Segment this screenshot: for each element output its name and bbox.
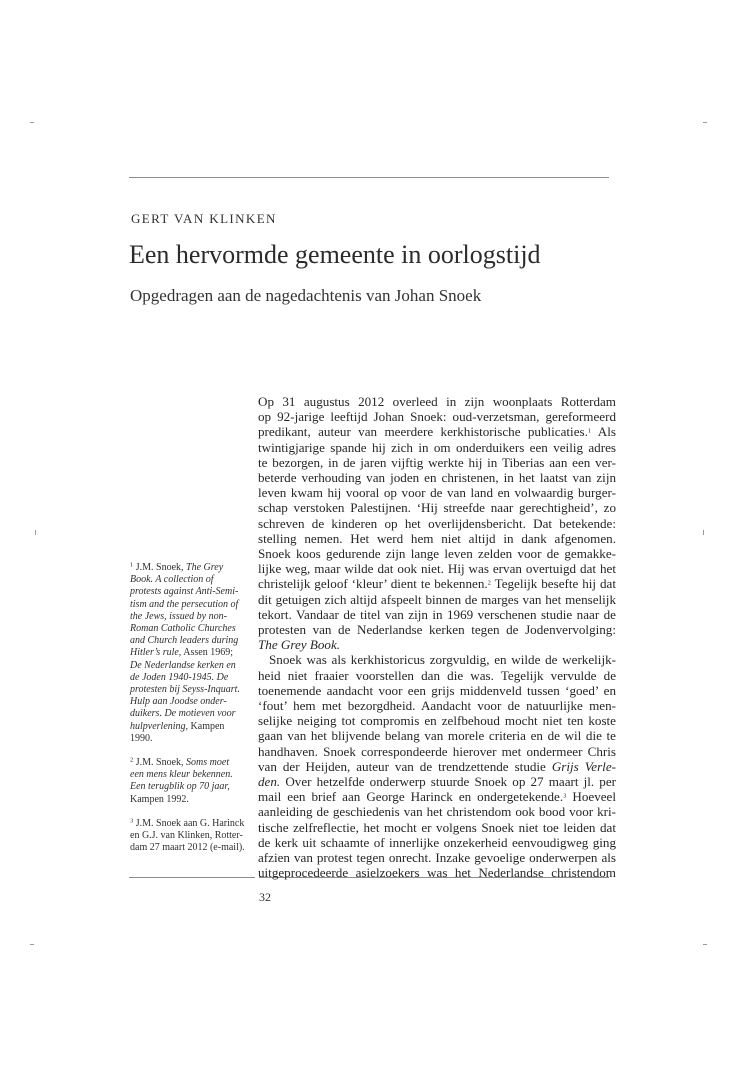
body-line: uitgeprocedeerde asielzoekers was het Nederlandse christendom — [258, 865, 616, 881]
crop-mark — [30, 944, 34, 945]
footnote-line: Book. A collection of — [130, 574, 214, 586]
body-line: beterde verhouding van joden en christenen, in het laatst van zijn — [258, 470, 616, 486]
footnote-line: De Nederlandse kerken en — [130, 659, 236, 671]
body-line: leven kwam hij vooral op voor de van land en volwaardig burger- — [258, 485, 616, 501]
body-line: stelling nemen. Het werd hem niet altijd in dank afgenomen. — [258, 530, 616, 546]
footnote-line: dam 27 maart 2012 (e-mail). — [130, 842, 245, 854]
footnote-marker: 2 — [130, 756, 134, 764]
body-line: schap verstoken Palestijnen. ‘Hij streefde naar gerechtigheid’, zo — [258, 500, 616, 516]
footnotes — [130, 562, 260, 866]
body-line: gaan van het blijvende belang van morele criteria en de wil die te — [258, 728, 616, 744]
footnote-line: $^3$ J.M. Snoek aan G. Harinck — [130, 817, 245, 829]
body-line: tekort. Vandaar de titel van zijn in 1969 verschenen studie naar de — [258, 606, 616, 622]
page-number: 32 — [259, 890, 271, 904]
footnote-line: een mens kleur bekennen. — [130, 769, 233, 781]
body-line: protesten van de Nederlandse kerken tegen de Jodenvervolging: — [258, 622, 616, 638]
footnote-bottom-rule — [129, 877, 255, 878]
body-line: afzien van protest tegen onrecht. Inzake gevoelige onderwerpen als — [258, 850, 616, 866]
footnote-line: Kampen 1992. — [130, 793, 189, 805]
footnote-line: duikers. De motieven voor — [130, 708, 236, 720]
footnote — [130, 562, 260, 745]
body-line: handhaven. Snoek correspondeerde hierover met ondermeer Chris — [258, 743, 616, 759]
crop-mark — [30, 122, 34, 123]
body-line: The Grey Book. — [258, 637, 341, 653]
crop-mark — [703, 530, 704, 535]
footnote-line: Een terugblik op 70 jaar, — [130, 781, 230, 793]
footnote-line: de Joden 1940-1945. De — [130, 671, 229, 683]
body-line: Op 31 augustus 2012 overleed in zijn woonplaats Rotterdam — [258, 394, 616, 409]
body-line: heid niet fraaier voorstellen dan die was. Tegelijk vervulde de — [258, 667, 616, 683]
footnote — [130, 818, 260, 855]
body-line: twintigjarige spande hij zich in om onderduikers een veilig adres — [258, 439, 616, 455]
article-subtitle: Opgedragen aan de nagedachtenis van Johan Snoek — [130, 286, 482, 305]
footnote-line: $^2$ J.M. Snoek, Soms moet — [130, 756, 230, 769]
body-line: op 92-jarige leeftijd Johan Snoek: oud-verzetsman, gereformeerd — [258, 409, 616, 425]
body-line: christelijk geloof ‘kleur’ dient te bekennen.$^2$ Tegelijk besefte hij dat — [258, 576, 616, 592]
body-text — [258, 394, 616, 881]
footnote-line: tism and the persecution of — [130, 598, 239, 610]
footnote-marker: 3 — [130, 817, 134, 825]
footnote-line: Hitler’s rule, Assen 1969; — [130, 647, 233, 659]
body-line: den. Over hetzelfde onderwerp stuurde Snoek op 27 maart jl. per — [258, 774, 616, 790]
footnote-line: protesten bij Seyss-Inquart. — [130, 684, 240, 696]
footnote-ref[interactable]: 3 — [563, 792, 567, 800]
body-line: schreven de kinderen op het overlijdensbericht. Dat betekende: — [258, 515, 616, 531]
footnote-line: $^1$ J.M. Snoek, The Grey — [130, 561, 224, 573]
body-line: aanleiding de geschiedenis van het christendom ook bood voor kri- — [258, 804, 616, 820]
body-line: selijke neiging tot compromis en zelfbehoud mocht niet ten koste — [258, 713, 616, 729]
footnote-line: en G.J. van Klinken, Rotter- — [130, 830, 243, 842]
body-line: ‘fout’ hem met bezorgdheid. Aandacht voor de natuurlijke men- — [258, 698, 616, 714]
body-line: van der Heijden, auteur van de trendzettende studie Grijs Verle- — [258, 758, 616, 774]
footnote — [130, 757, 260, 806]
footnote-line: 1990. — [130, 732, 153, 744]
body-line: predikant, auteur van meerdere kerkhistorische publicaties.$^1$ Als — [258, 424, 616, 440]
crop-mark — [35, 530, 36, 535]
footnote-line: Hulp aan Joodse onder- — [130, 696, 227, 708]
footnote-ref[interactable]: 2 — [487, 579, 491, 587]
footnote-line: hulpverlening, Kampen — [130, 720, 225, 732]
footnote-line: the Jews, issued by non- — [130, 610, 227, 622]
author-name: GERT VAN KLINKEN — [131, 211, 277, 226]
body-line: Snoek was als kerkhistoricus zorgvuldig, en wilde de werkelijk- — [269, 652, 616, 668]
body-line: mail een brief aan George Harinck en ondergetekende.$^3$ Hoeveel — [258, 789, 616, 805]
crop-mark — [703, 944, 707, 945]
footnote-line: protests against Anti-Semi- — [130, 586, 239, 598]
article-title: Een hervormde gemeente in oorlogstijd — [129, 240, 541, 269]
body-line: toenemende aandacht voor een grijs middenveld tussen ‘goed’ en — [258, 682, 616, 698]
footnote-marker: 1 — [130, 561, 134, 569]
body-line: de kerk uit schaamte of innerlijke onzekerheid eenvoudigweg ging — [258, 834, 616, 850]
body-line: Snoek koos gedurende zijn lange leven zelden voor de gemakke- — [258, 546, 616, 562]
body-line: tische zelfreflectie, het mocht er volgens Snoek niet toe leiden dat — [258, 819, 616, 835]
crop-mark — [703, 122, 707, 123]
body-line: te bezorgen, in de jaren vijftig werkte hij in Tiberias aan een ver- — [258, 454, 616, 470]
body-line: lijke weg, maar wilde dat ook niet. Hij was ervan overtuigd dat het — [258, 561, 616, 577]
footnote-ref[interactable]: 1 — [587, 427, 592, 435]
footnote-line: Roman Catholic Churches — [130, 623, 236, 635]
body-line: dit getuigen zich altijd afspeelt binnen de marges van het menselijk — [258, 591, 616, 607]
header-rule — [129, 177, 609, 178]
footnote-line: and Church leaders during — [130, 635, 239, 647]
